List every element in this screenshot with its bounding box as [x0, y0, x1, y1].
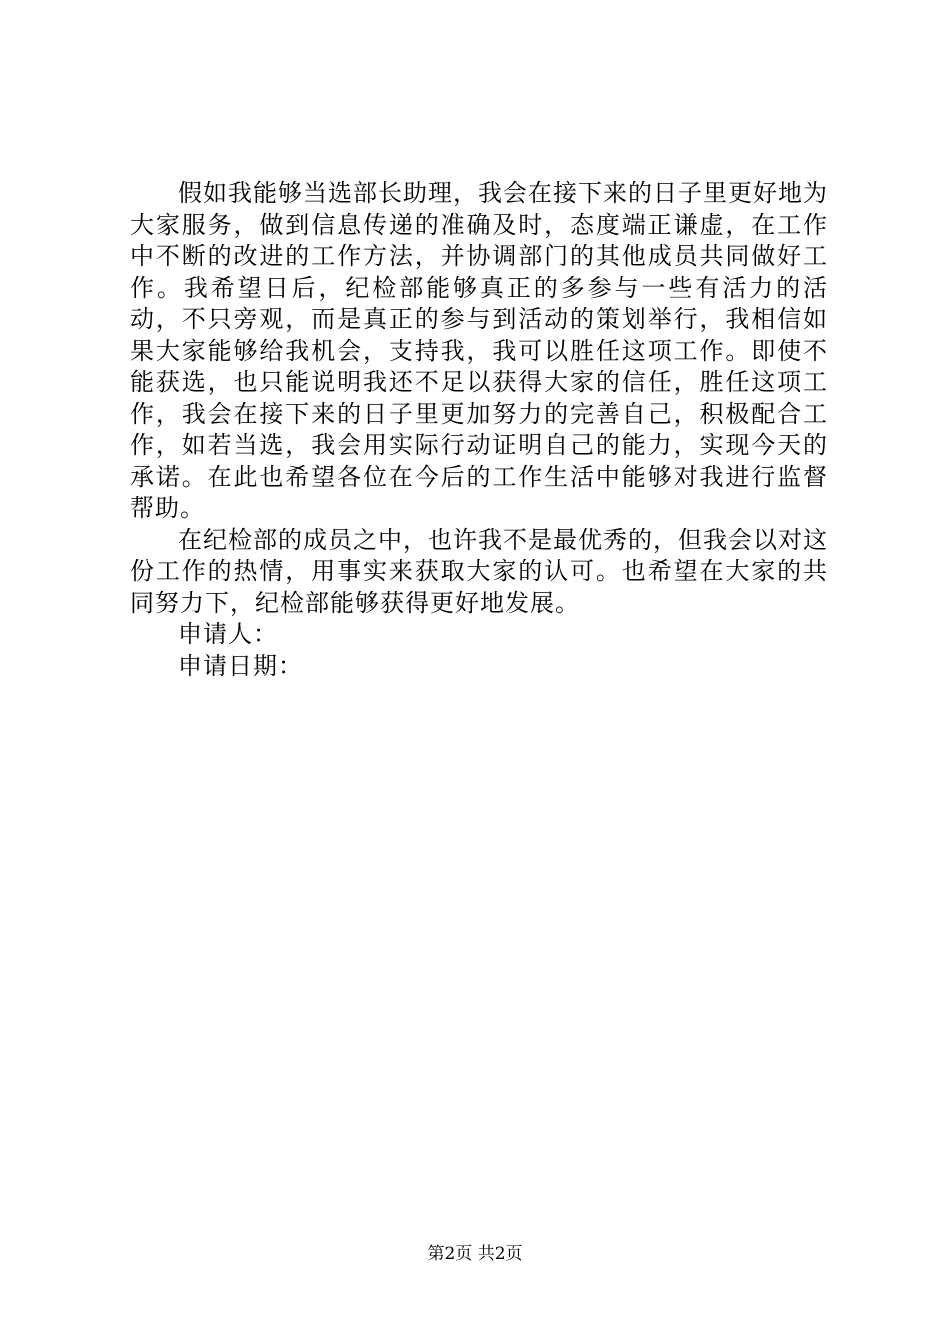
paragraph-closing: 在纪检部的成员之中，也许我不是最优秀的，但我会以对这份工作的热情，用事实来获取大家的认可。也希望在大家的共同努力下，纪检部能够获得更好地发展。: [130, 525, 828, 617]
page-footer: [0, 1242, 950, 1266]
document-body: [130, 178, 828, 682]
applicant-label: 申请人：: [178, 620, 278, 648]
page-indicator: 第2页 共2页: [427, 1244, 523, 1264]
application-date-label: 申请日期：: [178, 651, 303, 680]
paragraph-application: 假如我能够当选部长助理，我会在接下来的日子里更好地为大家服务，做到信息传递的准确及时，态度端正谦虚，在工作中不断的改进的工作方法，并协调部门的其他成员共同做好工作。我希望日后，纪检部能够真正的多参与一些有活力的活动，不只旁观，而是真正的参与到活动的策划举行，我相信如果大家能够给我机会，支持我，我可以胜任这项工作。即使不能获选，也只能说明我还不足以获得大家的信任，胜任这项工作，我会在接下来的日子里更加努力的完善自己，积极配合工作，如若当选，我会用实际行动证明自己的能力，实现今天的承诺。在此也希望各位在今后的工作生活中能够对我进行监督帮助。: [130, 179, 828, 522]
